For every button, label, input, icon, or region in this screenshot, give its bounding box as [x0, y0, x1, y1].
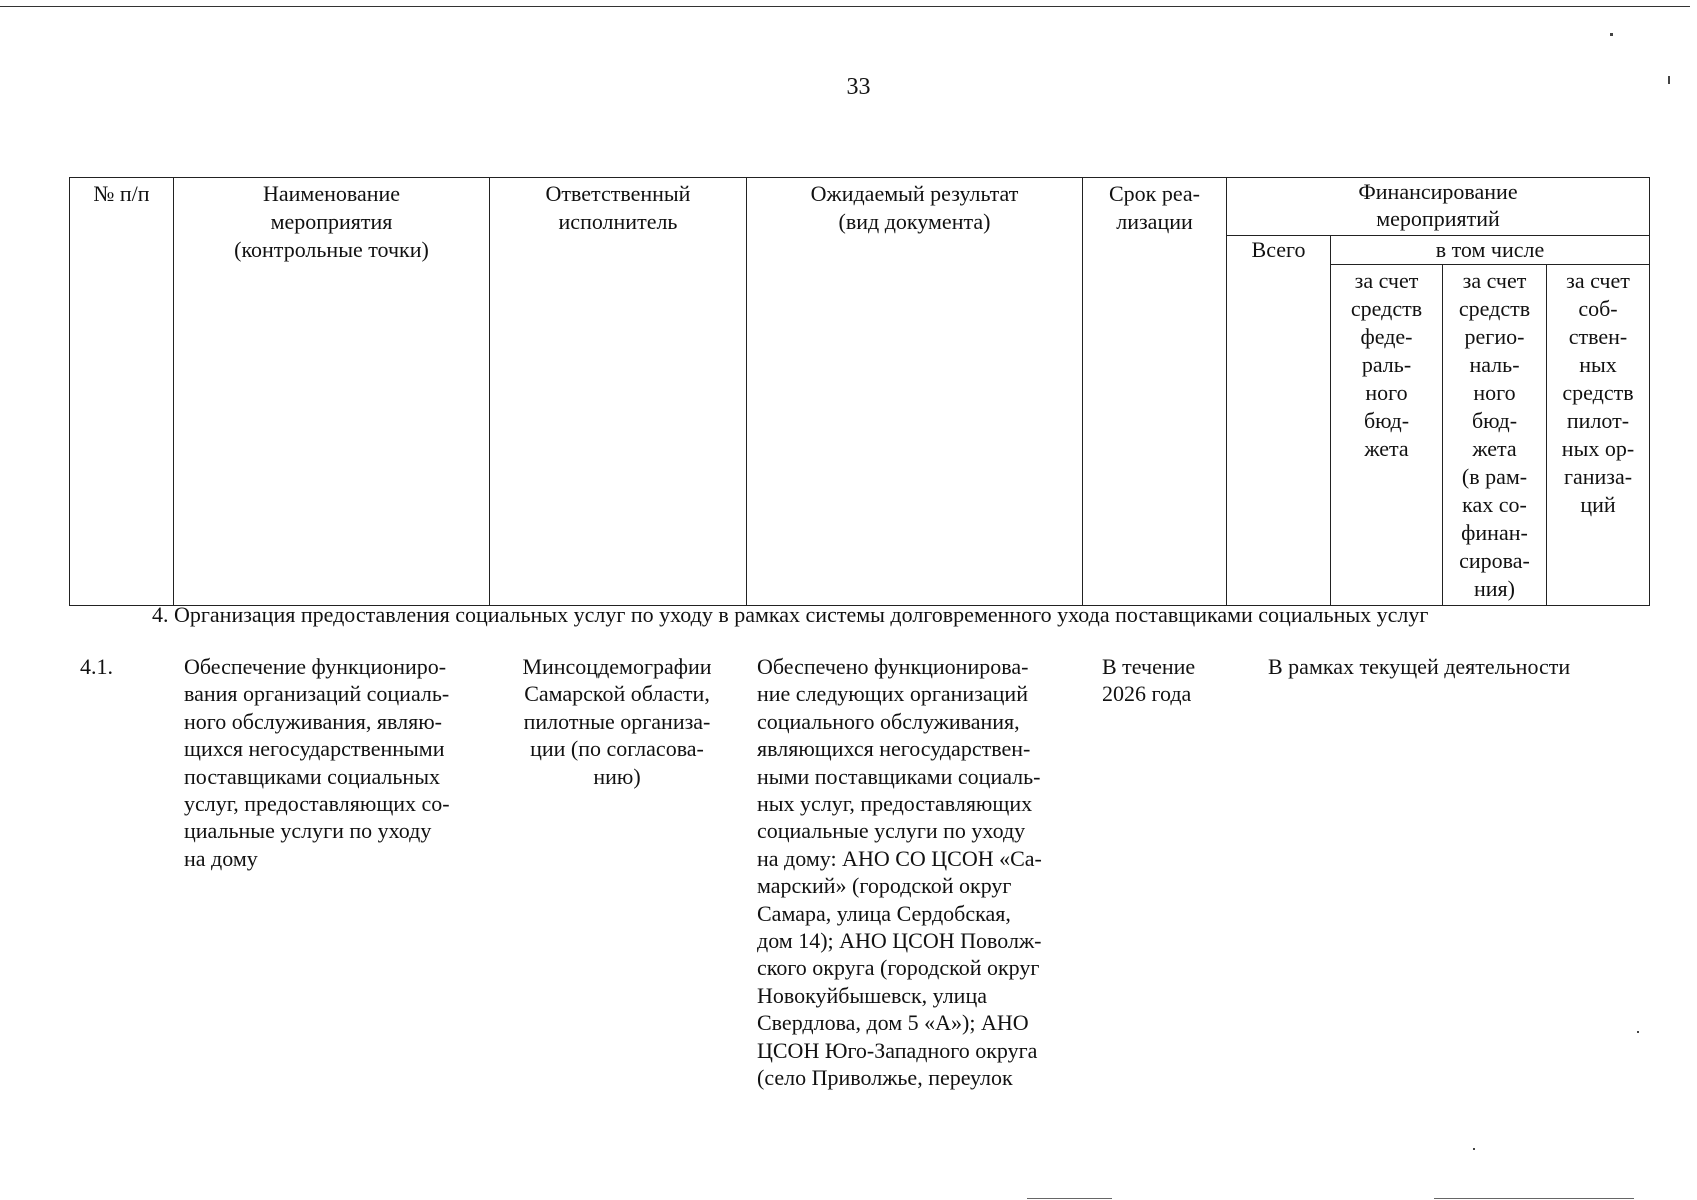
row-financing: В рамках текущей деятельности — [1268, 654, 1571, 679]
scan-speck — [1637, 1031, 1639, 1033]
row-expected-result: Обеспечено функционирова- ние следующих организаций социального обслуживания, являющихся негосударствен- ными поставщиками социаль- ных услуг, предоставляющих социальные услуги по уходу на дому: АНО СО ЦСОН «Са- марский» (городской округ Самара, улица Сердобская, дом 14); АНО ЦСОН Поволж- ского округа (городской округ Новокуйбышевск, улица Свердлова, дом 5 «А»); АНО ЦСОН Юго-Западного округа (село Приволжье, переулок — [757, 654, 1042, 1091]
header-including: в том числе — [1331, 236, 1650, 265]
scan-speck — [1473, 1148, 1475, 1150]
scan-speck — [1610, 33, 1613, 36]
header-regional-budget: за счет средств регио- наль- ного бюд- жета (в рам- ках со- финан- сирова- ния) — [1443, 265, 1547, 606]
bottom-scan-line — [1027, 1198, 1112, 1199]
page-number: 33 — [846, 74, 871, 100]
header-own-funds: за счет соб- ствен- ных средств пилот- ных ор- ганиза- ций — [1547, 265, 1650, 606]
row-executor: Минсоцдемографии Самарской области, пилотные организа- ции (по согласова- нию) — [522, 654, 712, 789]
header-name: Наименование мероприятия (контрольные точки) — [174, 178, 490, 606]
header-executor: Ответственный исполнитель — [490, 178, 747, 606]
section-title: 4. Организация предоставления социальных услуг по уходу в рамках системы долговременного ухода поставщиками социальных услуг — [152, 602, 1429, 627]
table-header — [69, 177, 1650, 606]
bottom-scan-line — [1434, 1198, 1634, 1199]
row-number: 4.1. — [80, 654, 113, 679]
header-term: Срок реа- лизации — [1083, 178, 1227, 606]
header-num: № п/п — [70, 178, 174, 606]
header-result: Ожидаемый результат (вид документа) — [747, 178, 1083, 606]
top-border-line — [0, 6, 1690, 7]
row-event-name: Обеспечение функциониро- вания организаций социаль- ного обслуживания, являю- щихся негосударственными поставщиками социальных услуг, предоставляющих со- циальные услуги по уходу на дому — [184, 654, 450, 871]
header-federal-budget: за счет средств феде- раль- ного бюд- жета — [1331, 265, 1443, 606]
scan-speck — [1668, 76, 1670, 84]
row-term: В течение 2026 года — [1102, 654, 1196, 707]
header-total: Всего — [1227, 236, 1331, 606]
header-financing: Финансирование мероприятий — [1227, 178, 1650, 236]
